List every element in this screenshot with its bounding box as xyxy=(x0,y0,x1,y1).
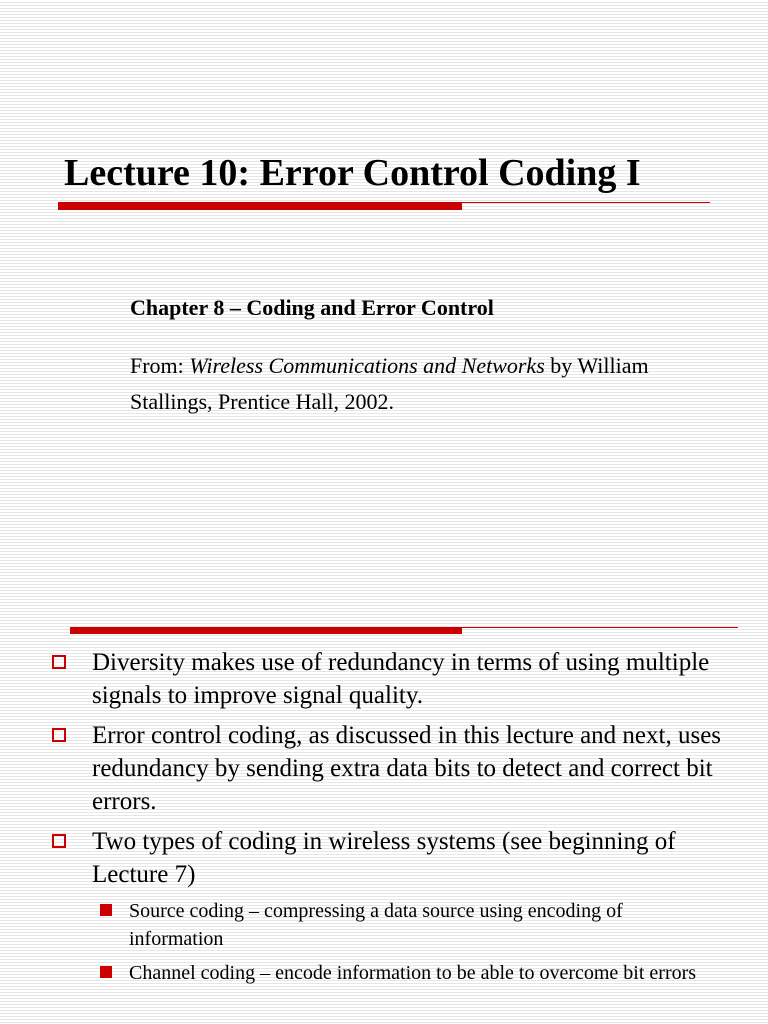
chapter-heading: Chapter 8 – Coding and Error Control xyxy=(130,295,494,320)
bullet-slide: Diversity makes use of redundancy in terms of using multiple signals to improve signal quality. Error control coding, as discussed in this lecture and next, uses redundancy by sending extra data bits to detect and correct bit errors. Two types of coding in wireless systems (see beginning of Lecture 7) Source coding – compressing a data source using encoding of information Channel coding – encode information to be able to overcome bit errors xyxy=(0,615,768,1024)
hollow-square-bullet-icon xyxy=(52,728,66,742)
hollow-square-bullet-icon xyxy=(52,655,66,669)
filled-square-bullet-icon xyxy=(100,966,112,978)
book-title: Wireless Communications and Networks xyxy=(189,353,545,378)
filled-square-bullet-icon xyxy=(100,904,112,916)
source-citation xyxy=(130,348,690,420)
source-prefix: From: xyxy=(130,353,190,378)
slide-title: Lecture 10: Error Control Coding I xyxy=(64,152,641,194)
title-underline-thin xyxy=(462,202,710,203)
hollow-square-bullet-icon xyxy=(52,834,66,848)
source-suffix: by William Stallings, Prentice Hall, 2002. xyxy=(130,353,649,414)
slide-top-rule-thick xyxy=(70,627,462,634)
slide-top-rule-thin xyxy=(462,627,738,628)
title-underline-thick xyxy=(58,202,462,210)
